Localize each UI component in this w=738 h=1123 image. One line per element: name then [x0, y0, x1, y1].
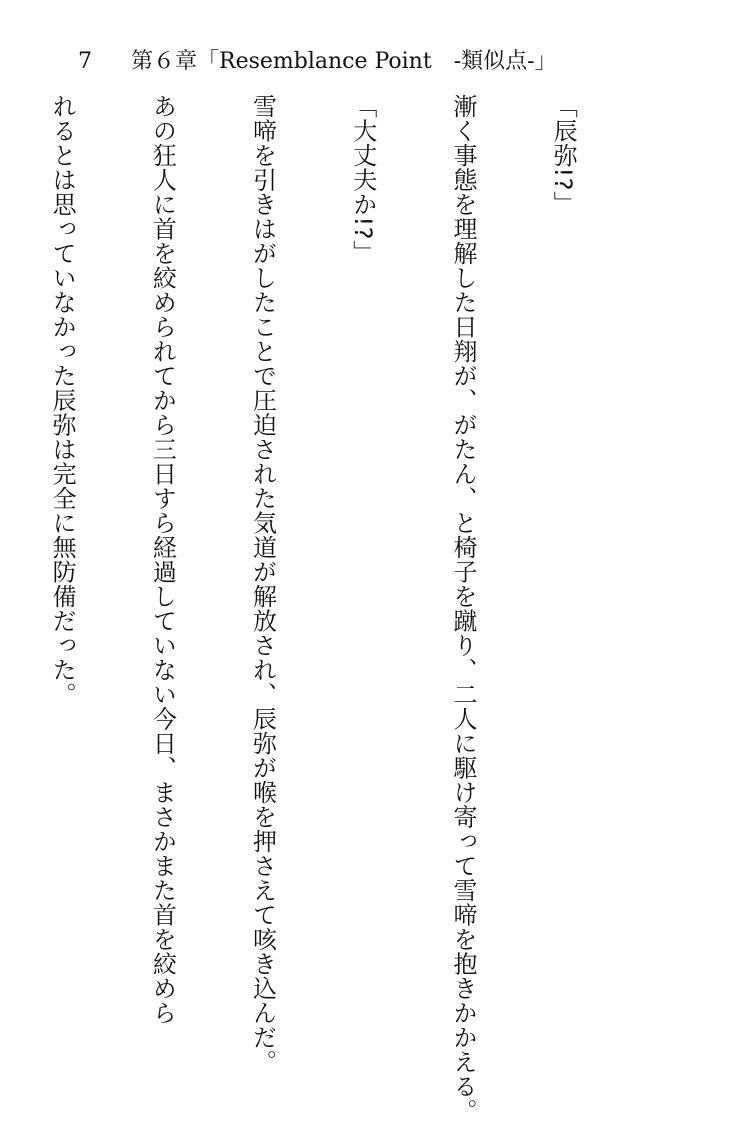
text-line: 雪啼を引きはがしたことで圧迫された気道が解放され、辰弥が喉を押さえて咳き込んだ。: [248, 94, 277, 1074]
page-number: 7: [78, 49, 92, 74]
text-line: れるとは思っていなかった辰弥は完全に無防備だった。: [48, 94, 77, 707]
chapter-title: 第６章「Resemblance Point -類似点-」: [131, 49, 557, 74]
text-line: 「辰弥!?」: [549, 94, 578, 216]
body-text: [0, 94, 646, 1123]
text-line: 「大丈夫か!?」: [348, 94, 377, 265]
page-header: [78, 44, 557, 75]
text-line: あの狂人に首を絞められてから三日すら経過していない今日、まさかまた首を絞めら: [148, 94, 177, 1025]
text-line: 漸く事態を理解した日翔が、がたん、と椅子を蹴り、二人に駆け寄って雪啼を抱きかかえる。: [448, 94, 477, 1123]
